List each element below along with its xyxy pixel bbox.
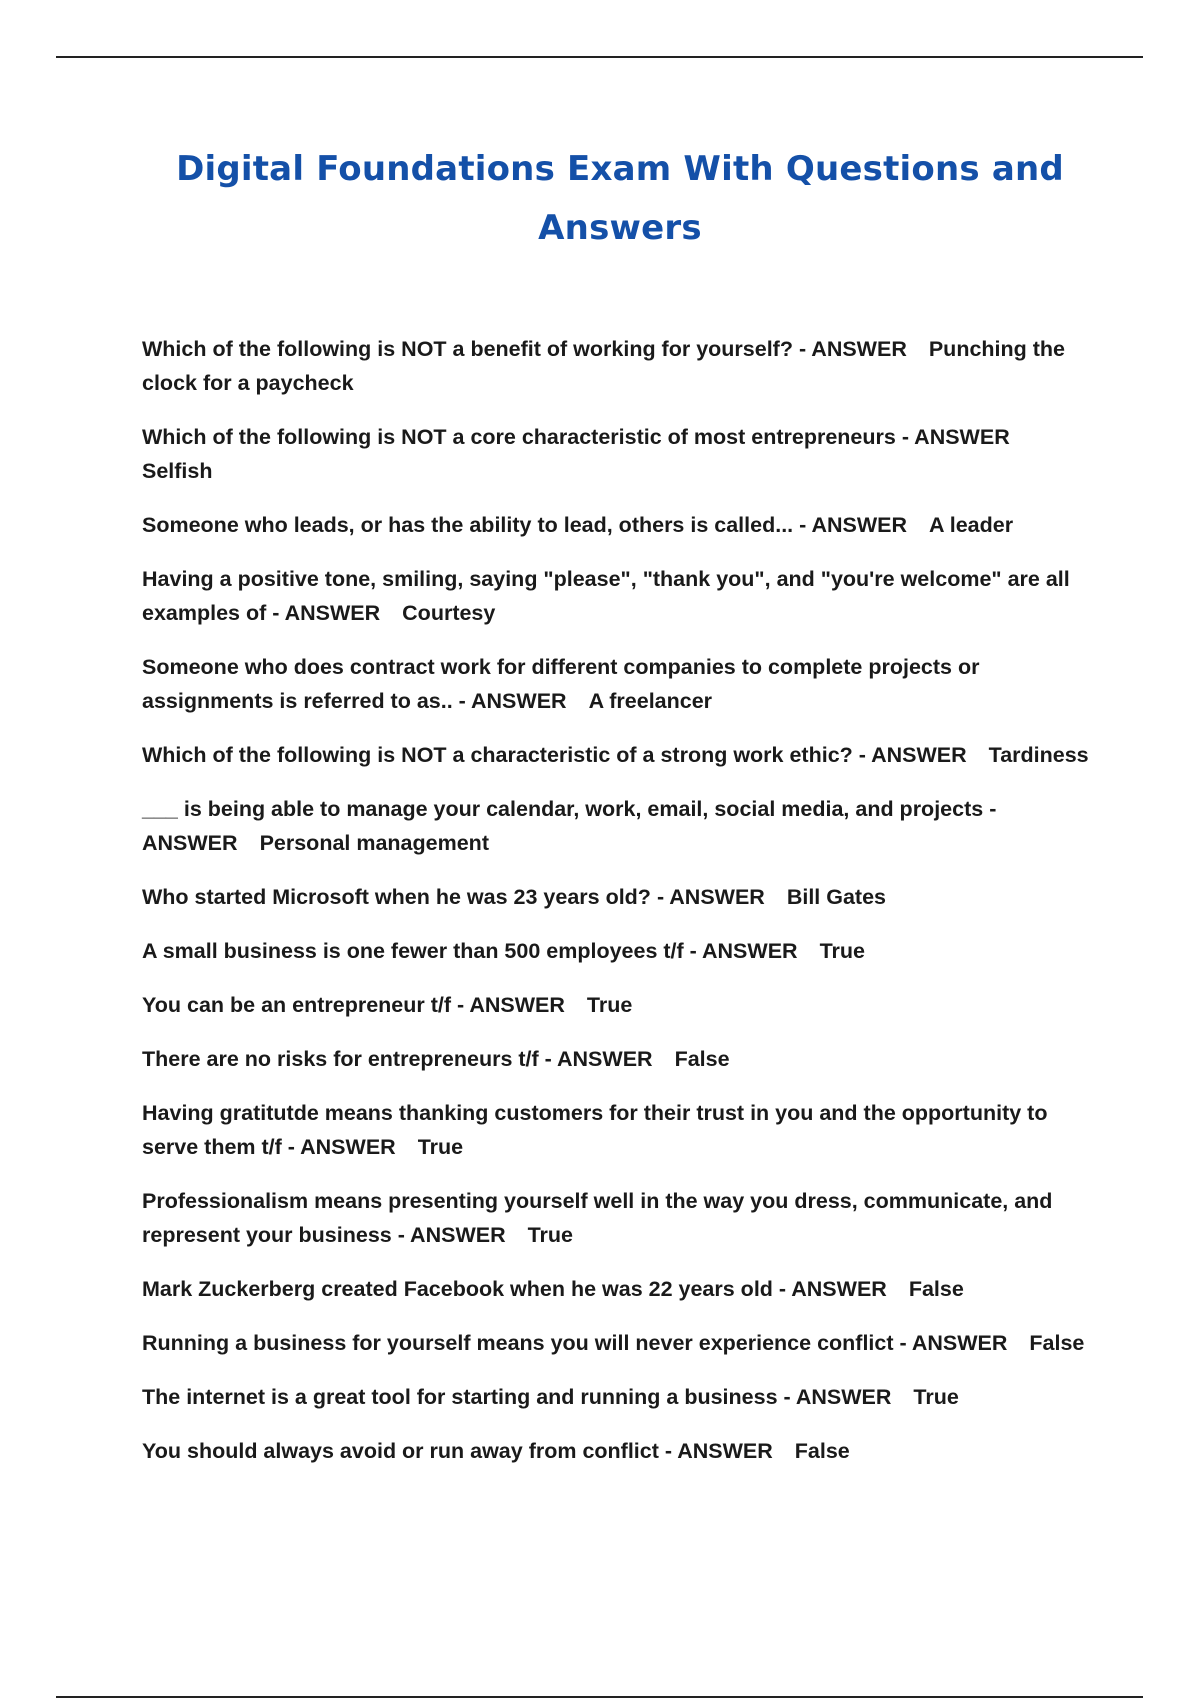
question-text: Who started Microsoft when he was 23 years old? — [142, 885, 651, 909]
qa-item — [142, 792, 1092, 860]
answer-marker: - ANSWER — [901, 425, 1010, 449]
qa-item — [142, 1326, 1092, 1360]
question-text: Someone who does contract work for different companies to complete projects or assignments is referred to as.. — [142, 655, 980, 713]
question-text: Which of the following is NOT a core characteristic of most entrepreneurs — [142, 425, 896, 449]
answer-marker: - ANSWER — [798, 337, 907, 361]
qa-item — [142, 1272, 1092, 1306]
answer-marker: - ANSWER — [783, 1385, 892, 1409]
qa-item — [142, 1042, 1092, 1076]
question-text: Running a business for yourself means you will never experience conflict — [142, 1331, 894, 1355]
qa-item — [142, 934, 1092, 968]
answer-marker: - ANSWER — [397, 1223, 506, 1247]
qa-item — [142, 1096, 1092, 1164]
answer-marker: - ANSWER — [457, 993, 565, 1017]
qa-item — [142, 562, 1092, 630]
answer-marker: - ANSWER — [858, 743, 967, 767]
answer-marker: - ANSWER — [799, 513, 908, 537]
question-text: Professionalism means presenting yourself well in the way you dress, communicate, and represent your business — [142, 1189, 1053, 1247]
question-text: You should always avoid or run away from conflict — [142, 1439, 659, 1463]
answer-marker: - ANSWER — [544, 1047, 653, 1071]
qa-item — [142, 650, 1092, 718]
answer-marker: - ANSWER — [689, 939, 798, 963]
answer-marker: - ANSWER — [142, 797, 997, 855]
answer-text: True — [586, 993, 633, 1017]
question-text: Which of the following is NOT a benefit of working for yourself? — [142, 337, 793, 361]
top-divider — [56, 56, 1143, 58]
answer-text: Punching the clock for a paycheck — [142, 337, 1066, 395]
answer-text: Courtesy — [402, 601, 496, 625]
qa-item — [142, 1184, 1092, 1252]
answer-marker: - ANSWER — [899, 1331, 1008, 1355]
answer-text: True — [913, 1385, 959, 1409]
answer-text: Bill Gates — [786, 885, 887, 909]
answer-text: False — [794, 1439, 850, 1463]
answer-text: False — [674, 1047, 730, 1071]
answer-text: Selfish — [142, 459, 213, 483]
qa-item — [142, 738, 1092, 772]
answer-marker: - ANSWER — [287, 1135, 396, 1159]
qa-item — [142, 988, 1092, 1022]
qa-list — [142, 332, 1092, 1488]
answer-marker: - ANSWER — [778, 1277, 887, 1301]
question-text: Having a positive tone, smiling, saying "please", "thank you", and "you're welcome" are all examples of — [142, 567, 1070, 625]
answer-text: A leader — [929, 513, 1014, 537]
question-text: ___ is being able to manage your calendar, work, email, social media, and projects — [142, 797, 984, 821]
answer-text: False — [908, 1277, 964, 1301]
qa-item — [142, 508, 1092, 542]
question-text: Which of the following is NOT a characteristic of a strong work ethic? — [142, 743, 853, 767]
qa-item — [142, 880, 1092, 914]
answer-text: False — [1029, 1331, 1085, 1355]
qa-item — [142, 1434, 1092, 1468]
answer-text: A freelancer — [588, 689, 713, 713]
document-title: Digital Foundations Exam With Questions and Answers — [176, 149, 1064, 248]
answer-marker: - ANSWER — [664, 1439, 773, 1463]
question-text: A small business is one fewer than 500 employees t/f — [142, 939, 684, 963]
question-text: Someone who leads, or has the ability to lead, others is called... — [142, 513, 794, 537]
bottom-divider — [56, 1696, 1143, 1698]
answer-text: Tardiness — [988, 743, 1089, 767]
answer-text: True — [417, 1135, 464, 1159]
answer-marker: - ANSWER — [272, 601, 381, 625]
answer-marker: - ANSWER — [656, 885, 765, 909]
question-text: Mark Zuckerberg created Facebook when he was 22 years old — [142, 1277, 773, 1301]
question-text: There are no risks for entrepreneurs t/f — [142, 1047, 539, 1071]
question-text: Having gratitutde means thanking customers for their trust in you and the opportunity to serve them t/f — [142, 1101, 1048, 1159]
qa-item — [142, 420, 1092, 488]
question-text: The internet is a great tool for starting and running a business — [142, 1385, 778, 1409]
qa-item — [142, 1380, 1092, 1414]
question-text: You can be an entrepreneur t/f — [142, 993, 452, 1017]
answer-text: True — [527, 1223, 574, 1247]
answer-text: Personal management — [259, 831, 489, 855]
answer-marker: - ANSWER — [458, 689, 567, 713]
answer-text: True — [819, 939, 865, 963]
qa-item — [142, 332, 1092, 400]
